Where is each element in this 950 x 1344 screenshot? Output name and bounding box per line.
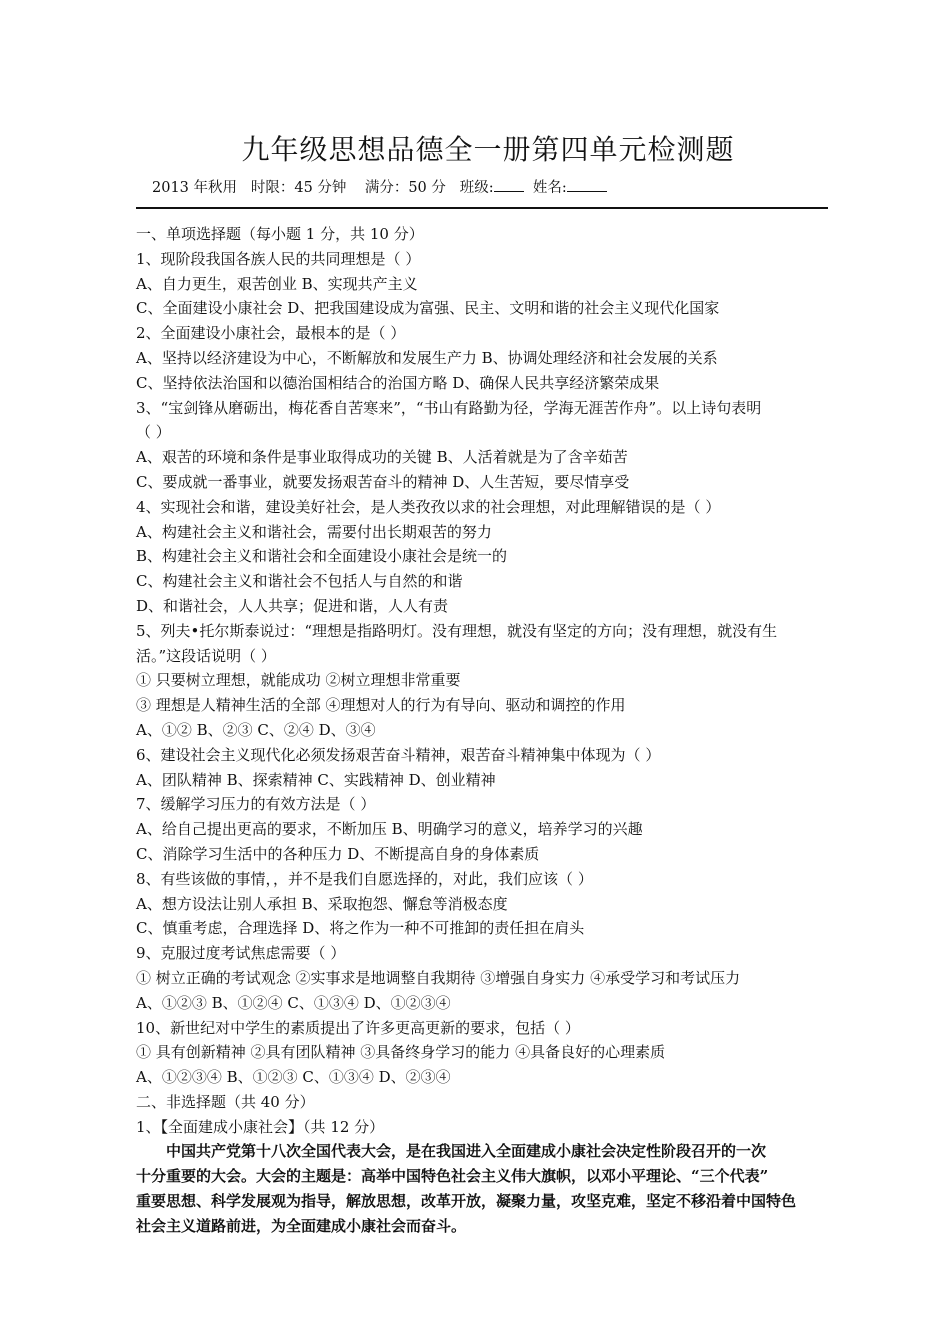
class-blank xyxy=(494,177,524,192)
question-line: 1、【全面建成小康社会】（共 12 分） xyxy=(136,1117,385,1136)
option-line: A、给自己提出更高的要求，不断加压 B、明确学习的意义，培养学习的兴趣 xyxy=(136,820,643,839)
exam-body xyxy=(136,222,836,1239)
statement-line: ① 树立正确的考试观念 ②实事求是地调整自我期待 ③增强自身实力 ④承受学习和考试压力 xyxy=(136,968,741,987)
option-line: C、坚持依法治国和以德治国相结合的治国方略 D、确保人民共享经济繁荣成果 xyxy=(136,373,660,392)
question-line-cont: 活。”这段话说明（ ） xyxy=(136,646,276,665)
option-line: C、构建社会主义和谐社会不包括人与自然的和谐 xyxy=(136,572,463,591)
option-line: A、①②③④ B、①②③ C、①③④ D、②③④ xyxy=(136,1068,451,1087)
option-line: C、慎重考虑，合理选择 D、将之作为一种不可推卸的责任担在肩头 xyxy=(136,919,585,938)
question-line-cont: （ ） xyxy=(136,423,171,442)
statement-line: ① 具有创新精神 ②具有团队精神 ③具备终身学习的能力 ④具备良好的心理素质 xyxy=(136,1043,666,1062)
option-line: B、构建社会主义和谐社会和全面建设小康社会是统一的 xyxy=(136,547,508,566)
header-divider xyxy=(136,207,828,209)
question-line: 10、新世纪对中学生的素质提出了许多更高更新的要求，包括（ ） xyxy=(136,1018,580,1037)
question-line: 7、缓解学习压力的有效方法是（ ） xyxy=(136,795,376,814)
option-line: A、团队精神 B、探索精神 C、实践精神 D、创业精神 xyxy=(136,770,496,789)
option-line: A、自力更生，艰苦创业 B、实现共产主义 xyxy=(136,274,418,293)
question-line: 3、“宝剑锋从磨砺出，梅花香自苦寒来”，“书山有路勤为径，学海无涯苦作舟”。以上诗句表明 xyxy=(136,398,762,417)
question-line: 9、克服过度考试焦虑需要（ ） xyxy=(136,944,346,963)
question-line: 8、有些该做的事情，，并不是我们自愿选择的，对此，我们应该（ ） xyxy=(136,869,593,888)
name-label: 姓名: xyxy=(523,180,567,196)
option-line: A、①②③ B、①②④ C、①③④ D、①②③④ xyxy=(136,993,451,1012)
option-line: A、艰苦的环境和条件是事业取得成功的关键 B、人活着就是为了含辛茹苦 xyxy=(136,448,628,467)
name-blank xyxy=(567,177,607,192)
option-line: A、想方设法让别人承担 B、采取抱怨、懈怠等消极态度 xyxy=(136,894,508,913)
option-line: A、①② B、②③ C、②④ D、③④ xyxy=(136,720,376,739)
question-line: 2、全面建设小康社会，最根本的是（ ） xyxy=(136,324,406,343)
question-line: 6、建设社会主义现代化必须发扬艰苦奋斗精神，艰苦奋斗精神集中体现为（ ） xyxy=(136,745,661,764)
question-line: 4、实现社会和谐，建设美好社会，是人类孜孜以求的社会理想，对此理解错误的是（ ） xyxy=(136,497,721,516)
statement-line: ① 只要树立理想，就能成功 ②树立理想非常重要 xyxy=(136,671,461,690)
question-line: 5、列夫•托尔斯泰说过：“理想是指路明灯。没有理想，就没有坚定的方向；没有理想，就没有生 xyxy=(136,621,778,640)
question-line: 1、现阶段我国各族人民的共同理想是（ ） xyxy=(136,249,421,268)
option-line: C、全面建设小康社会 D、把我国建设成为富强、民主、文明和谐的社会主义现代化国家 xyxy=(136,299,720,318)
exam-meta-line xyxy=(152,176,607,197)
passage-line: 中国共产党第十八次全国代表大会，是在我国进入全面建成小康社会决定性阶段召开的一次 xyxy=(166,1142,767,1161)
option-line: A、构建社会主义和谐社会，需要付出长期艰苦的努力 xyxy=(136,522,492,541)
option-line: D、和谐社会，人人共享；促进和谐，人人有责 xyxy=(136,596,449,615)
statement-line: ③ 理想是人精神生活的全部 ④理想对人的行为有导向、驱动和调控的作用 xyxy=(136,696,626,715)
section-heading: 二、非选择题（共 40 分） xyxy=(136,1092,315,1111)
document-title: 九年级思想品德全一册第四单元检测题 xyxy=(241,133,735,166)
passage-line: 十分重要的大会。大会的主题是：高举中国特色社会主义伟大旗帜，以邓小平理论、“三个代表” xyxy=(136,1167,769,1186)
option-line: A、坚持以经济建设为中心，不断解放和发展生产力 B、协调处理经济和社会发展的关系 xyxy=(136,348,718,367)
option-line: C、要成就一番事业，就要发扬艰苦奋斗的精神 D、人生苦短，要尽情享受 xyxy=(136,472,630,491)
passage-line: 社会主义道路前进，为全面建成小康社会而奋斗。 xyxy=(136,1216,467,1235)
option-line: C、消除学习生活中的各种压力 D、不断提高自身的身体素质 xyxy=(136,844,540,863)
section-heading: 一、单项选择题（每小题 1 分，共 10 分） xyxy=(136,225,424,243)
passage-line: 重要思想、科学发展观为指导，解放思想，改革开放，凝聚力量，攻坚克难，坚定不移沿着中国特色 xyxy=(136,1192,797,1211)
exam-meta-text: 2013 年秋用 时限：45 分钟 满分：50 分 班级: xyxy=(152,180,494,196)
